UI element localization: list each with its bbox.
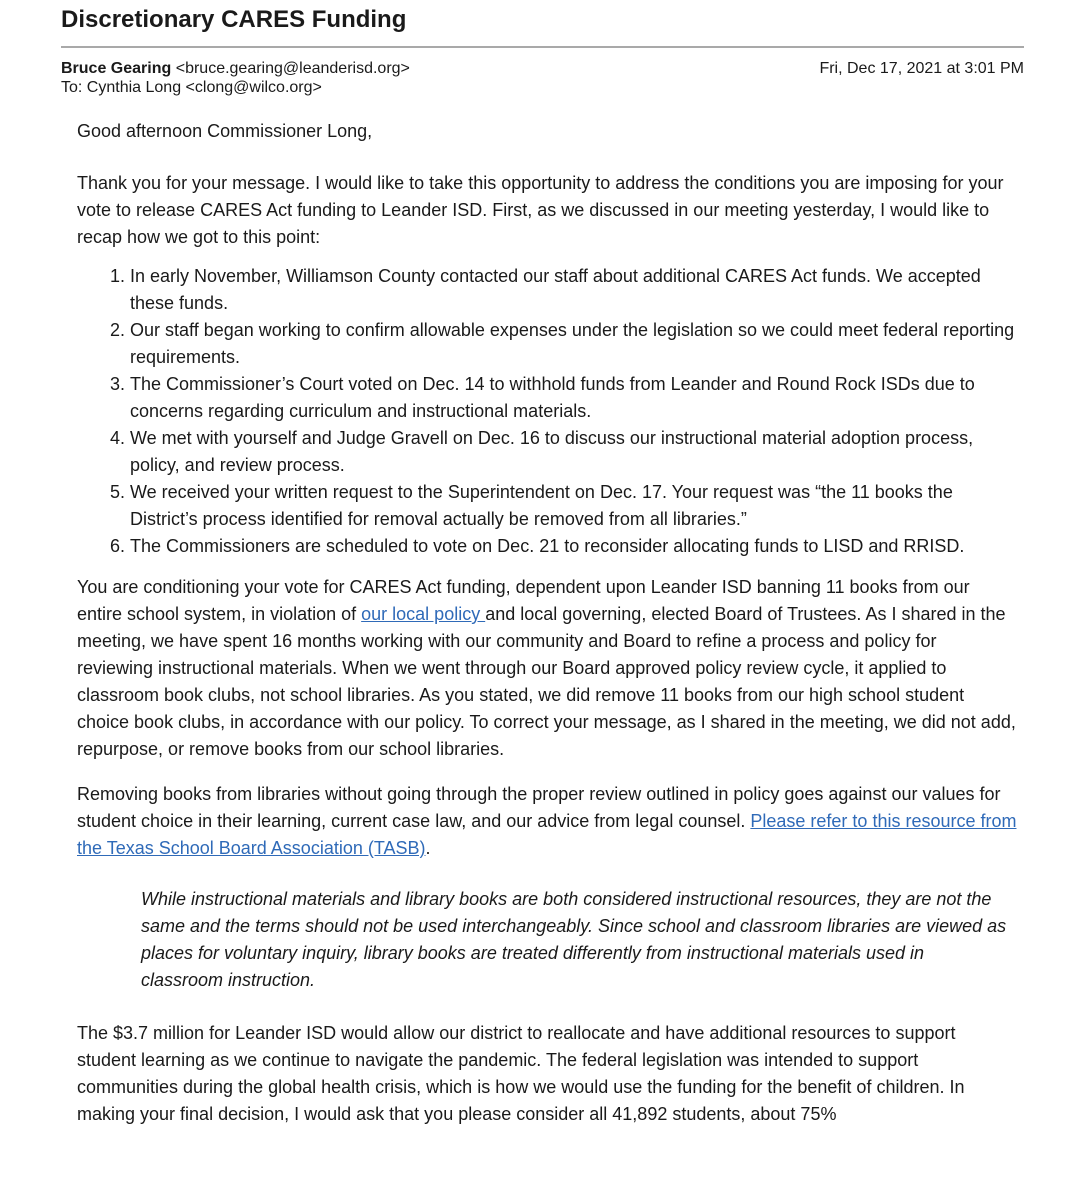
to-line <box>61 78 322 97</box>
conditioning-text-start: You are conditioning your vote for CARES Act funding, dependent upon Leander ISD banning 11 books from our entire school system, in violation of <box>77 577 970 624</box>
recipient-name: Cynthia Long <box>86 79 182 96</box>
list-item: 1. In early November, Williamson County contacted our staff about additional CARES Act funds. We accepted these funds. <box>130 263 1017 317</box>
local-policy-link[interactable]: our local policy <box>361 604 486 624</box>
removing-text-end: . <box>425 838 431 858</box>
sender-name: Bruce Gearing <box>61 60 172 77</box>
list-item: 2. Our staff began working to confirm allowable expenses under the legislation so we could meet federal reporting requirements. <box>130 317 1017 371</box>
list-item: 6. The Commissioners are scheduled to vote on Dec. 21 to reconsider allocating funds to LISD and RRISD. <box>130 533 1017 560</box>
removing-text-start: Removing books from libraries without going through the proper review outlined in policy goes against our values for student choice in their learning, current case law, and our advice from legal counsel. <box>77 784 1001 831</box>
from-line <box>61 59 1024 78</box>
list-item: 4. We met with yourself and Judge Gravell on Dec. 16 to discuss our instructional material adoption process, policy, and review process. <box>130 425 1017 479</box>
intro-paragraph: Thank you for your message. I would like to take this opportunity to address the conditions you are imposing for your vote to release CARES Act funding to Leander ISD. First, as we discussed in our meeting yesterday, I would like to recap how we got to this point: <box>77 173 1004 247</box>
list-item: 5. We received your written request to the Superintendent on Dec. 17. Your request was “the 11 books the District’s process identified for removal actually be removed from all libraries.” <box>130 479 1017 533</box>
recap-list <box>77 263 1017 560</box>
conditioning-text-end: and local governing, elected Board of Trustees. As I shared in the meeting, we have spent 16 months working with our community and Board to refine a process and policy for reviewing instructional materials. When we went through our Board approved policy review cycle, it applied to classroom book clubs, not school libraries. As you stated, we did remove 11 books from our high school student choice book clubs, in accordance with our policy. To correct your message, as I shared in the meeting, we did not add, repurpose, or remove books from our school libraries. <box>77 604 1016 759</box>
email-subject: Discretionary CARES Funding <box>61 6 407 33</box>
removing-paragraph <box>77 781 1017 862</box>
tasb-quote: While instructional materials and library books are both considered instructional resources, they are not the same and the terms should not be used interchangeably. Since school and classroom libraries are viewed as places for voluntary inquiry, library books are treated differently from instructional materials used in classroom instruction. <box>141 889 1007 990</box>
recipient-email[interactable]: <clong@wilco.org> <box>185 79 322 96</box>
sender-email[interactable]: <bruce.gearing@leanderisd.org> <box>175 60 410 77</box>
email-body <box>77 118 1017 1128</box>
funding-paragraph: The $3.7 million for Leander ISD would allow our district to reallocate and have additional resources to support student learning as we continue to navigate the pandemic. The federal legislation was intended to support communities during the global health crisis, which is how we would use the funding for the benefit of children. In making your final decision, I would ask that you please consider all 41,892 students, about 75% <box>77 1023 965 1124</box>
list-item: 3. The Commissioner’s Court voted on Dec. 14 to withhold funds from Leander and Round Rock ISDs due to concerns regarding curriculum and instructional materials. <box>130 371 1017 425</box>
tasb-resource-link[interactable]: Please refer to this resource from the Texas School Board Association (TASB) <box>77 811 1017 858</box>
header-divider <box>61 46 1024 48</box>
to-label: To: <box>61 79 83 96</box>
conditioning-paragraph <box>77 574 1017 763</box>
greeting: Good afternoon Commissioner Long, <box>77 121 373 141</box>
sent-date: Fri, Dec 17, 2021 at 3:01 PM <box>819 60 1024 77</box>
